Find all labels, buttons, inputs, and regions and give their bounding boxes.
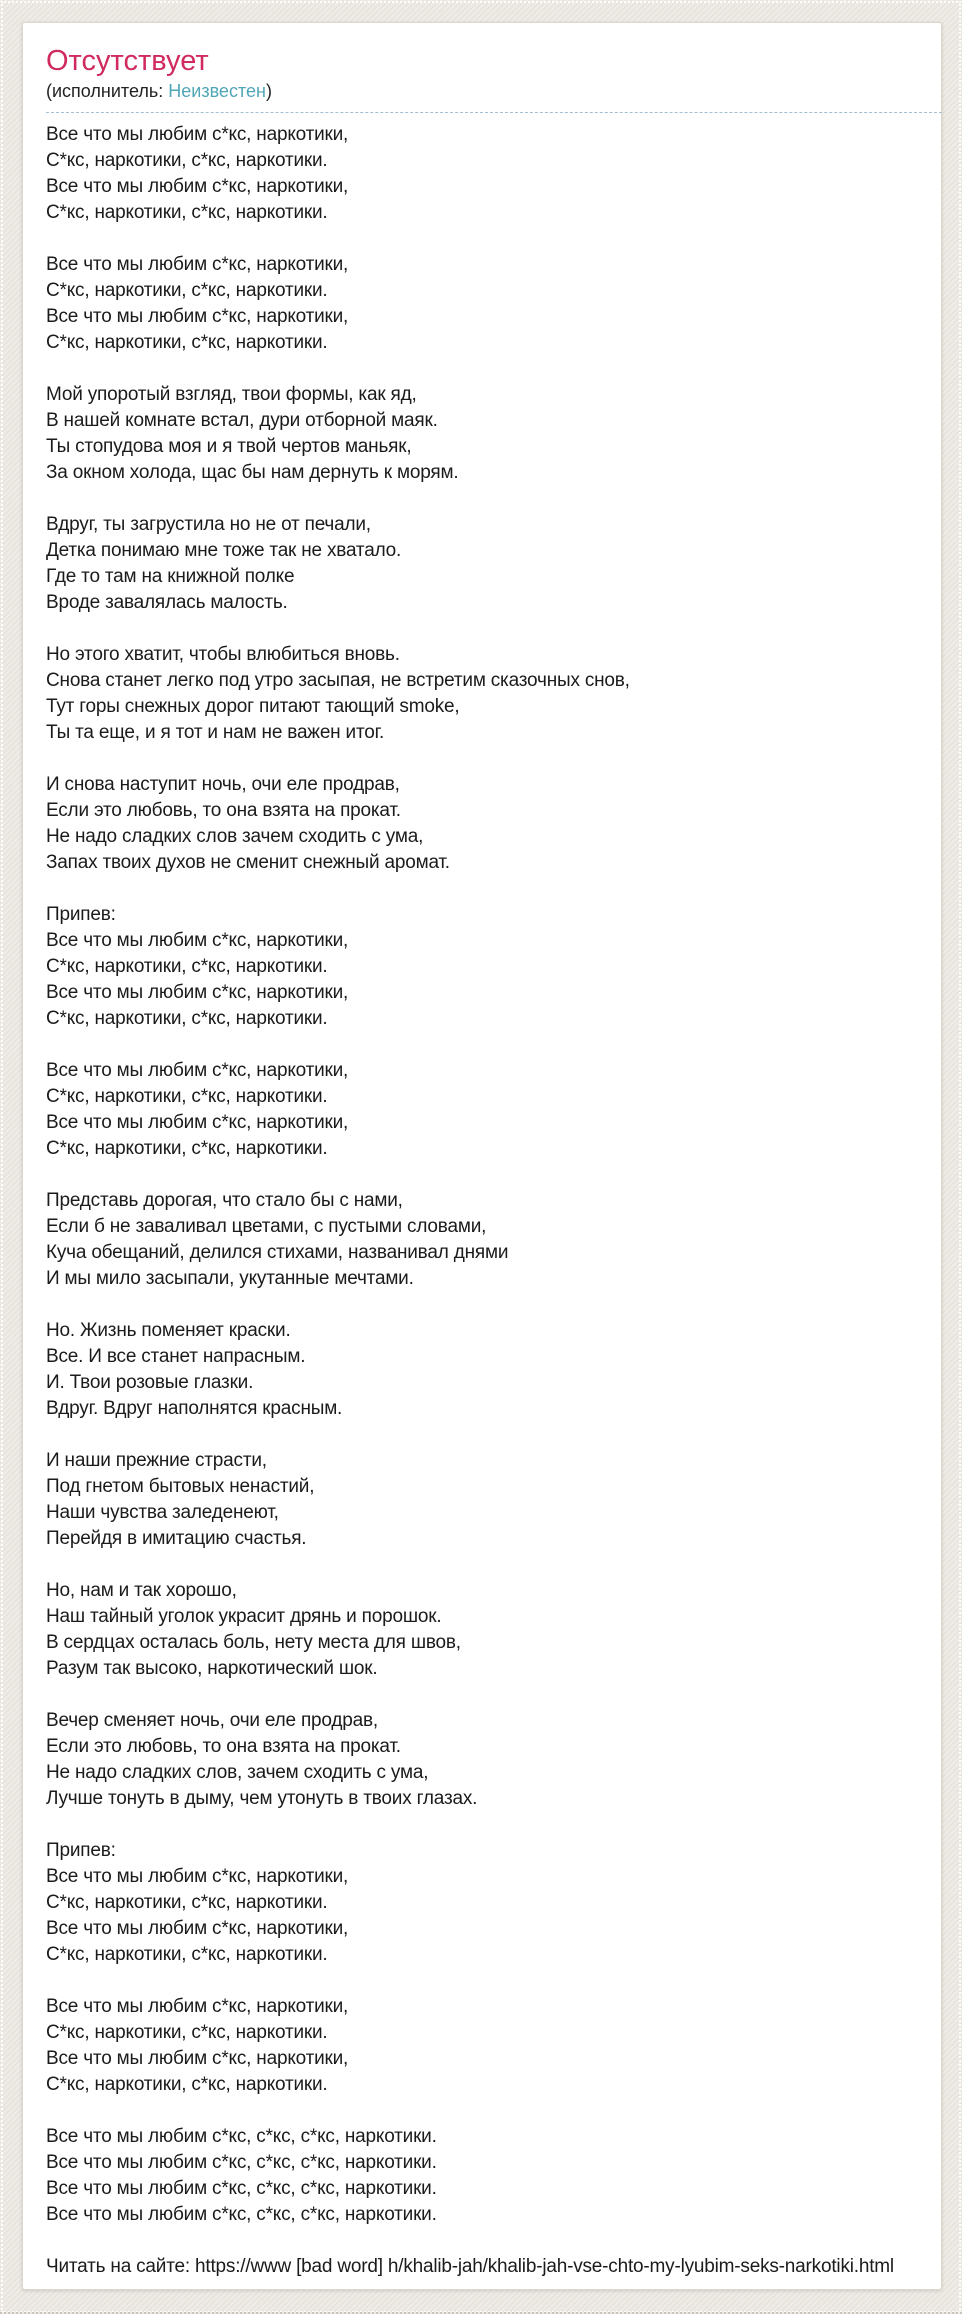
lyrics-stanza (46, 1578, 941, 1682)
lyrics-line: С*кс, наркотики, с*кс, наркотики. (46, 202, 328, 223)
lyrics-line: Все что мы любим с*кс, наркотики, (46, 254, 349, 275)
lyrics-line: Все что мы любим с*кс, наркотики, (46, 982, 349, 1003)
page-title: Отсутствует (46, 45, 209, 77)
artist-line (46, 80, 941, 102)
lyrics-line: Вдруг. Вдруг наполнятся красным. (46, 1398, 343, 1419)
lyrics-line: С*кс, наркотики, с*кс, наркотики. (46, 1892, 328, 1913)
lyrics-line: Все что мы любим с*кс, с*кс, с*кс, наркотики. (46, 2152, 437, 2173)
lyrics-line: Все что мы любим с*кс, с*кс, с*кс, наркотики. (46, 2126, 437, 2147)
lyrics-line: Все что мы любим с*кс, наркотики, (46, 306, 349, 327)
lyrics-line: Тут горы снежных дорог питают тающий smoke, (46, 696, 460, 717)
lyrics-line: Но этого хватит, чтобы влюбиться вновь. (46, 644, 400, 665)
lyrics-line: Перейдя в имитацию счастья. (46, 1528, 307, 1549)
lyrics-line: Под гнетом бытовых ненастий, (46, 1476, 315, 1497)
lyrics-line: Все что мы любим с*кс, наркотики, (46, 1866, 349, 1887)
lyrics-line: Детка понимаю мне тоже так не хватало. (46, 540, 402, 561)
lyrics-line: Где то там на книжной полке (46, 566, 295, 587)
lyrics-line: Запах твоих духов не сменит снежный аромат. (46, 852, 450, 873)
lyrics-line: С*кс, наркотики, с*кс, наркотики. (46, 956, 328, 977)
lyrics-line: С*кс, наркотики, с*кс, наркотики. (46, 2074, 328, 2095)
lyrics-line: Вечер сменяет ночь, очи еле продрав, (46, 1710, 378, 1731)
lyrics-line: Ты та еще, и я тот и нам не важен итог. (46, 722, 385, 743)
lyrics-line: Наши чувства заледенеют, (46, 1502, 279, 1523)
lyrics-line: Все. И все станет напрасным. (46, 1346, 306, 1367)
lyrics-line: Вроде завалялась малость. (46, 592, 288, 613)
lyrics-card (22, 22, 942, 2290)
lyrics-line: Припев: (46, 1840, 116, 1861)
lyrics-line: Все что мы любим с*кс, наркотики, (46, 2048, 349, 2069)
lyrics-stanza (46, 2124, 941, 2228)
lyrics-line: Все что мы любим с*кс, наркотики, (46, 1112, 349, 1133)
lyrics-line: Представь дорогая, что стало бы с нами, (46, 1190, 403, 1211)
lyrics-stanza (46, 1448, 941, 1552)
lyrics-line: И наши прежние страсти, (46, 1450, 267, 1471)
lyrics-line: Все что мы любим с*кс, с*кс, с*кс, наркотики. (46, 2204, 437, 2225)
lyrics-stanza (46, 252, 941, 356)
lyrics-stanza (46, 642, 941, 746)
lyrics-line: И. Твои розовые глазки. (46, 1372, 254, 1393)
lyrics-line: С*кс, наркотики, с*кс, наркотики. (46, 2022, 328, 2043)
lyrics-line: С*кс, наркотики, с*кс, наркотики. (46, 1086, 328, 1107)
lyrics-stanza (46, 1994, 941, 2098)
lyrics-line: С*кс, наркотики, с*кс, наркотики. (46, 1944, 328, 1965)
lyrics-stanza (46, 1188, 941, 1292)
lyrics-line: Все что мы любим с*кс, наркотики, (46, 1996, 349, 2017)
footer-note: Читать на сайте: https://www [bad word] h/khalib-jah/khalib-jah-vse-chto-my-lyubim-seks-narkotiki.html (46, 2256, 894, 2277)
lyrics-stanza (46, 902, 941, 1032)
lyrics-line: С*кс, наркотики, с*кс, наркотики. (46, 1008, 328, 1029)
lyrics-line: Куча обещаний, делился стихами, названивал днями (46, 1242, 509, 1263)
lyrics-line: Все что мы любим с*кс, наркотики, (46, 124, 349, 145)
lyrics-line: Если б не заваливал цветами, с пустыми словами, (46, 1216, 487, 1237)
lyrics-line: В нашей комнате встал, дури отборной маяк. (46, 410, 438, 431)
lyrics-line: С*кс, наркотики, с*кс, наркотики. (46, 150, 328, 171)
lyrics-line: Ты стопудова моя и я твой чертов маньяк, (46, 436, 412, 457)
lyrics-line: И мы мило засыпали, укутанные мечтами. (46, 1268, 414, 1289)
lyrics-line: Наш тайный уголок украсит дрянь и порошок. (46, 1606, 442, 1627)
artist-link[interactable]: Неизвестен (168, 81, 266, 101)
lyrics-line: И снова наступит ночь, очи еле продрав, (46, 774, 400, 795)
artist-label-prefix: (исполнитель: (46, 81, 169, 101)
header-separator (46, 112, 942, 113)
lyrics-stanza (46, 512, 941, 616)
lyrics-line: За окном холода, щас бы нам дернуть к морям. (46, 462, 459, 483)
lyrics-line: Если это любовь, то она взята на прокат. (46, 800, 401, 821)
lyrics-line: Вдруг, ты загрустила но не от печали, (46, 514, 371, 535)
lyrics-body (46, 122, 941, 2228)
lyrics-stanza (46, 1708, 941, 1812)
lyrics-line: Мой упоротый взгляд, твои формы, как яд, (46, 384, 417, 405)
lyrics-line: Не надо сладких слов зачем сходить с ума, (46, 826, 424, 847)
lyrics-line: Припев: (46, 904, 116, 925)
lyrics-line: Если это любовь, то она взята на прокат. (46, 1736, 401, 1757)
lyrics-line: С*кс, наркотики, с*кс, наркотики. (46, 280, 328, 301)
lyrics-line: Все что мы любим с*кс, наркотики, (46, 1918, 349, 1939)
lyrics-stanza (46, 382, 941, 486)
lyrics-stanza (46, 122, 941, 226)
lyrics-line: Лучше тонуть в дыму, чем утонуть в твоих глазах. (46, 1788, 478, 1809)
lyrics-line: Разум так высоко, наркотический шок. (46, 1658, 378, 1679)
lyrics-stanza (46, 1058, 941, 1162)
lyrics-line: С*кс, наркотики, с*кс, наркотики. (46, 332, 328, 353)
artist-label-suffix: ) (265, 81, 272, 101)
lyrics-line: Но, нам и так хорошо, (46, 1580, 237, 1601)
lyrics-stanza (46, 1838, 941, 1968)
lyrics-line: Но. Жизнь поменяет краски. (46, 1320, 291, 1341)
lyrics-line: Снова станет легко под утро засыпая, не встретим сказочных снов, (46, 670, 630, 691)
lyrics-line: Все что мы любим с*кс, наркотики, (46, 176, 349, 197)
lyrics-stanza (46, 772, 941, 876)
lyrics-line: Не надо сладких слов, зачем сходить с ума, (46, 1762, 429, 1783)
lyrics-line: Все что мы любим с*кс, наркотики, (46, 1060, 349, 1081)
lyrics-line: Все что мы любим с*кс, с*кс, с*кс, наркотики. (46, 2178, 437, 2199)
lyrics-line: В сердцах осталась боль, нету места для швов, (46, 1632, 461, 1653)
lyrics-line: Все что мы любим с*кс, наркотики, (46, 930, 349, 951)
lyrics-stanza (46, 1318, 941, 1422)
lyrics-line: С*кс, наркотики, с*кс, наркотики. (46, 1138, 328, 1159)
